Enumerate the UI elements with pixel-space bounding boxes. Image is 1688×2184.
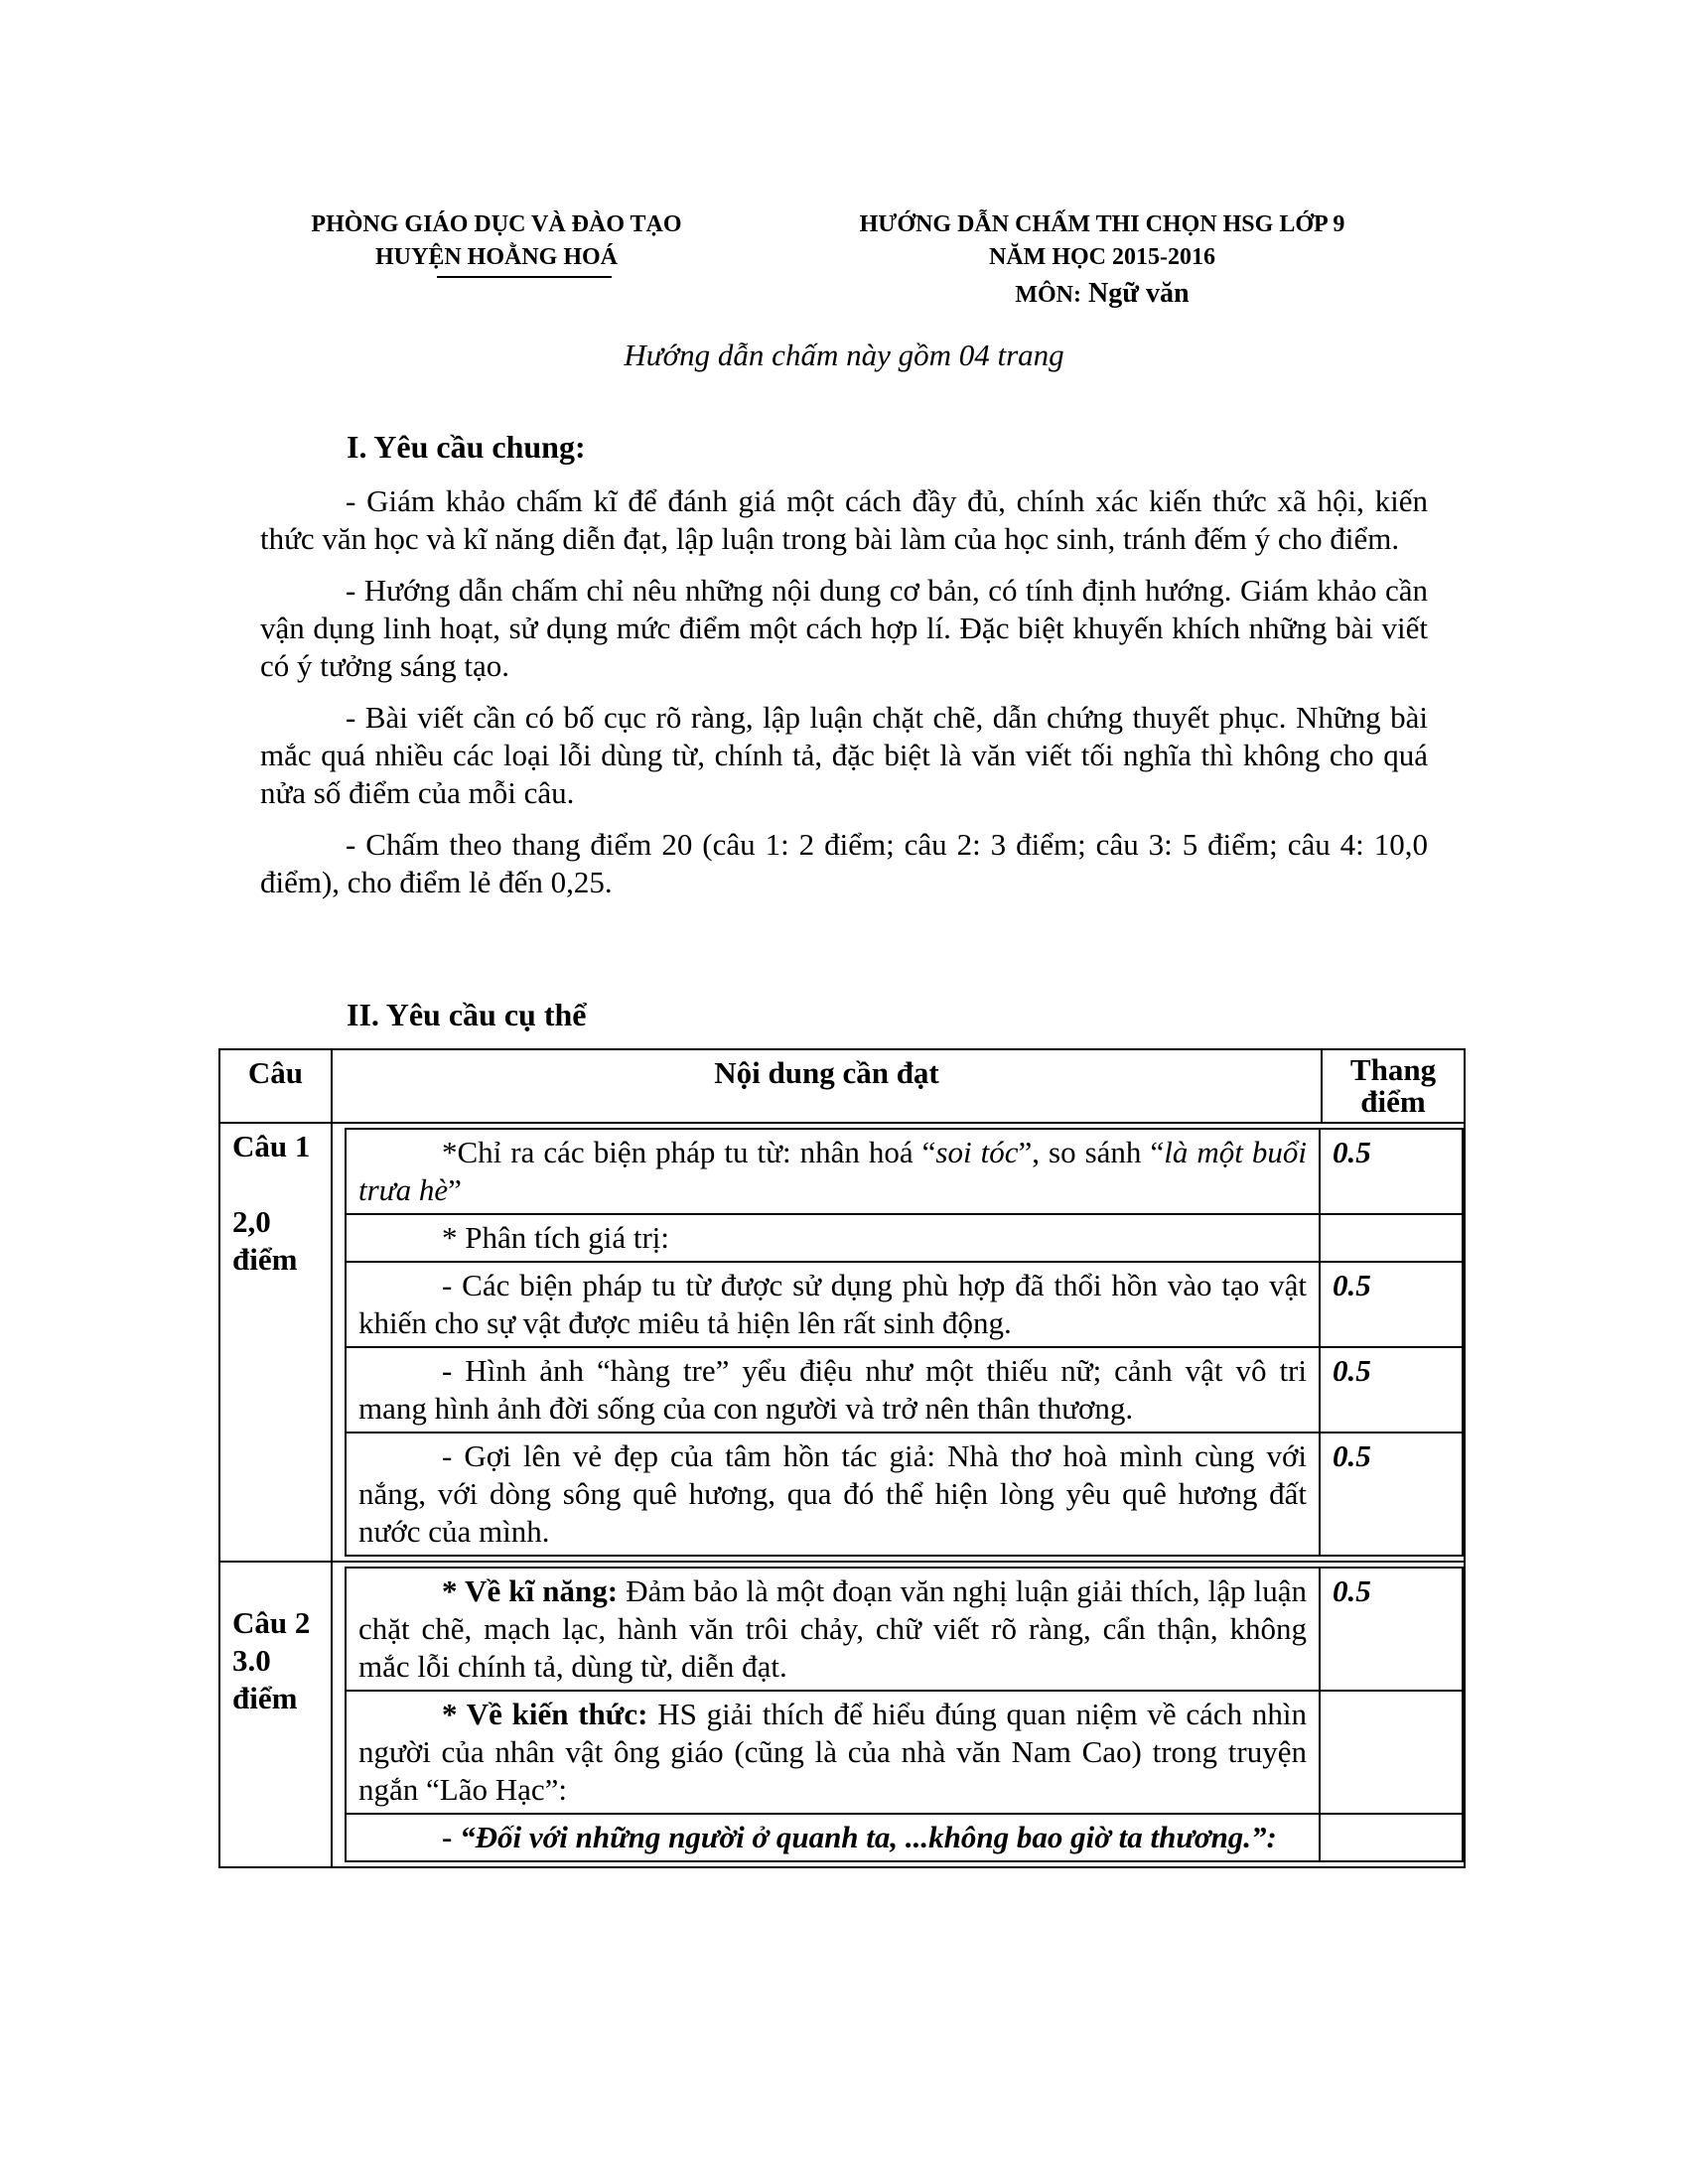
district-name: HUYỆN HOẰNG HOÁ	[374, 244, 618, 270]
q1-line2: * Phân tích giá trị:	[346, 1214, 1320, 1262]
header-left	[228, 208, 765, 278]
q2-score-1: 0.5	[1320, 1568, 1463, 1691]
grading-table	[218, 1048, 1466, 1868]
q2-label: Câu 2	[232, 1605, 311, 1640]
q2-content-cell	[332, 1562, 1465, 1867]
q2-lines	[345, 1567, 1464, 1862]
section2-title: II. Yêu cầu cụ thể	[347, 997, 587, 1032]
q2-label-cell	[219, 1562, 332, 1867]
section1-title: I. Yêu cầu chung:	[347, 429, 586, 465]
department-name: PHÒNG GIÁO DỤC VÀ ĐÀO TẠO	[311, 211, 682, 237]
q1-score-2: 0.5	[1320, 1262, 1463, 1347]
table-row-q2	[219, 1562, 1465, 1867]
requirement-paragraph: - Giám khảo chấm kĩ để đánh giá một cách đầy đủ, chính xác kiến thức xã hội, kiến thức văn học và kĩ năng diễn đạt, lập luận trong bài làm của học sinh, tránh đếm ý cho điểm.	[260, 483, 1428, 556]
header-underline	[437, 276, 612, 278]
q1-line4: - Hình ảnh “hàng tre” yểu điệu như một thiếu nữ; cảnh vật vô tri mang hình ảnh đời sống của con người và trở nên thân thương.	[346, 1347, 1320, 1433]
q1-line5: - Gợi lên vẻ đẹp của tâm hồn tác giả: Nhà thơ hoà mình cùng với nắng, với dòng sông quê hương, qua đó thể hiện lòng yêu quê hương đất nước của mình.	[346, 1433, 1320, 1556]
q1-line1: *Chỉ ra các biện pháp tu từ: nhân hoá “soi tóc”, so sánh “là một buổi trưa hè”	[346, 1129, 1320, 1214]
q2-line1: * Về kĩ năng: Đảm bảo là một đoạn văn nghị luận giải thích, lập luận chặt chẽ, mạch lạc, hành văn trôi chảy, chữ viết rõ ràng, cẩn thận, không mắc lỗi chính tả, dùng từ, diễn đạt.	[346, 1568, 1320, 1691]
table-row-q1	[219, 1123, 1465, 1562]
header-score: Thang điểm	[1322, 1049, 1465, 1123]
school-year: NĂM HỌC 2015-2016	[989, 244, 1215, 270]
q1-content-cell	[332, 1123, 1465, 1562]
q2-line3: - “Đối với những người ở quanh ta, ...không bao giờ ta thương.”:	[346, 1814, 1320, 1861]
q1-label-cell	[219, 1123, 332, 1562]
requirement-paragraph: - Hướng dẫn chấm chỉ nêu những nội dung cơ bản, có tính định hướng. Giám khảo cần vận dụng linh hoạt, sử dụng mức điểm một cách hợp lí. Đặc biệt khuyến khích những bài viết có ý tưởng sáng tạo.	[260, 573, 1428, 683]
requirement-paragraph: - Bài viết cần có bố cục rõ ràng, lập luận chặt chẽ, dẫn chứng thuyết phục. Những bài mắc quá nhiều các loại lỗi dùng từ, chính tả, đặc biệt là văn viết tối nghĩa thì không cho quá nửa số điểm của mỗi câu.	[260, 700, 1428, 810]
header-content: Nội dung cần đạt	[332, 1049, 1322, 1123]
q2-points: 3.0 điểm	[232, 1643, 298, 1715]
q2-line2: * Về kiến thức: HS giải thích để hiểu đúng quan niệm về cách nhìn người của nhân vật ông giáo (cũng là của nhà văn Nam Cao) trong truyện ngắn “Lão Hạc”:	[346, 1691, 1320, 1814]
subject-value: Ngữ văn	[1088, 278, 1190, 309]
table-header-row	[219, 1049, 1465, 1123]
subject-label: MÔN:	[1015, 282, 1082, 308]
q1-score-3: 0.5	[1320, 1347, 1463, 1433]
q1-score-4: 0.5	[1320, 1433, 1463, 1556]
q1-points: 2,0 điểm	[232, 1204, 298, 1277]
requirement-paragraph: - Chấm theo thang điểm 20 (câu 1: 2 điểm; câu 2: 3 điểm; câu 3: 5 điểm; câu 4: 10,0 điểm), cho điểm lẻ đến 0,25.	[260, 827, 1428, 899]
subject-line	[794, 274, 1410, 315]
header-right	[794, 208, 1410, 315]
q1-label: Câu 1	[232, 1129, 311, 1163]
page-count-note: Hướng dẫn chấm này gồm 04 trang	[624, 338, 1064, 372]
q1-lines	[345, 1128, 1464, 1557]
general-requirements	[260, 482, 1428, 915]
document-title: HƯỚNG DẪN CHẤM THI CHỌN HSG LỚP 9	[859, 211, 1345, 237]
q1-score-1: 0.5	[1320, 1129, 1463, 1214]
header-question: Câu	[219, 1049, 332, 1123]
q1-line3: - Các biện pháp tu từ được sử dụng phù hợp đã thổi hồn vào tạo vật khiến cho sự vật được miêu tả hiện lên rất sinh động.	[346, 1262, 1320, 1347]
